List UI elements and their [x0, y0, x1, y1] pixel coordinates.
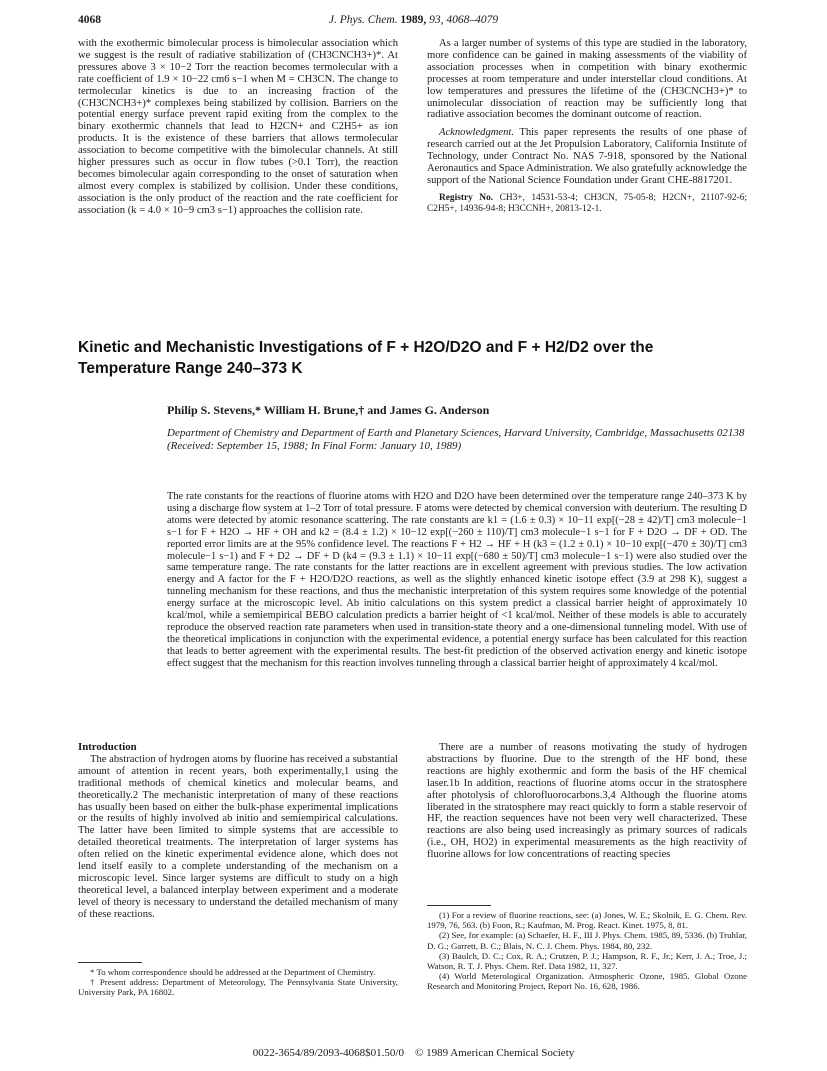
intro-paragraph-1: The abstraction of hydrogen atoms by fluorine has received a substantial amount of attention in recent years, both experimentally,1 using the traditional methods of chemical kinetics and molecular beams, and theoretically.2 The mechanistic interpretation of many of these reactions has usually been based on either the bulk-phase experimental implications or the results of highly involved ab initio and semiempirical calculations. The latter have been limited to simple systems that are accessible to detailed theoretical treatments. The interpretation of larger systems has often relied on the kinetic experimental evidence alone, which does not lend itself easily to a complete understanding of the mechanism on a microscopic level. Since larger systems are difficult to study on a high theoretical level, a balanced interplay between experiment and a moderate level of theory is necessary to understand the detailed mechanism of many of these reactions. — [78, 753, 398, 920]
acknowledgment-label: Acknowledgment. — [439, 127, 515, 139]
article-title: Kinetic and Mechanistic Investigations of F + H2O/D2O and F + H2/D2 over the Temperature Range 240–373 K — [78, 339, 654, 377]
article-abstract: The rate constants for the reactions of fluorine atoms with H2O and D2O have been determined over the temperature range 240–373 K by using a discharge flow system at 1–2 Torr of total pressure. F atoms were detected by chemical conversion with deuterium. The resulting D atoms were detected by atomic resonance scattering. The rate constants are k1 = (1.6 ± 0.3) × 10−11 exp[(−28 ± 42)/T] cm3 molecule−1 s−1 for F + H2O → HF + OH and k2 = (8.4 ± 1.2) × 10−12 exp[(−260 ± 110)/T] cm3 molecule−1 s−1 for F + D2O → DF + OD. The reported error limits are at the 95% confidence level. The reactions F + H2 → HF + H (k3 = (1.2 ± 0.1) × 10−10 exp[(−470 ± 30)/T] cm3 molecule−1 s−1) and F + D2 → DF + D (k4 = (9.3 ± 1.1) × 10−11 exp[(−680 ± 50)/T] cm3 molecule−1 s−1) were also studied over the same temperature range. The rate constants for the latter reactions are in excellent agreement with previous studies. The low activation energy and A factor for the F + H2O/D2O reactions, as well as the slightly enhanced kinetic isotope effect (3.9 at 298 K), suggest a tunneling mechanism for these reactions, and thus the mechanistic interpretation of this system requires some knowledge of the potential energy surface at the microscopic level. Ab initio calculations on this system predict a classical barrier height of approximately 10 kcal/mol, while a semiempirical BEBO calculation predicts a barrier height of <1 kcal/mol. Neither of these models is able to accurately reproduce the observed reaction rate parameters when used in transition-state theory and a one-dimensional tunneling model. With use of the theoretical implications in conjunction with the experimental evidence, a potential energy surface has been calculated for this reaction that leads to better agreement with the experimental results. The best-fit prediction of the observed activation energy and kinetic isotope effect suggest that the mechanism for this reaction involves tunneling through a classical barrier height of approximately 4 kcal/mol. — [167, 491, 747, 669]
prev-article-text: with the exothermic bimolecular process is bimolecular association which we suggest is the result of radiative stabilization of (CH3CNCH3+)*. At pressures above 3 × 10−2 Torr the reaction becomes termolecular with a rate coefficient of 1.9 × 10−22 cm6 s−1 when M = CH3CN. The change to termolecular kinetics is due to an increasing fraction of the (CH3CNCH3+)* complexes being stabilized by collision. Barriers on the potential energy surface prevent rapid exiting from the complex to the binary exothermic channels that lead to H2CN+ and C2H5+ as ion products. It is the existence of these barriers that allows termolecular association to become competitive with the bimolecular channels. At still higher pressures such as occur in flow tubes (>0.1 Torr), the reaction becomes bimolecular again corresponding to the onset of saturation when almost every complex is stabilized by collision. Under these conditions, association is the only product of the reaction and the rate coefficient for association (k = 4.0 × 10−9 cm3 s−1) approaches the collision rate. — [78, 38, 398, 216]
prev-article-left-column — [78, 38, 398, 217]
intro-right-column — [427, 742, 747, 861]
reference-item: (3) Baulch, D. C.; Cox, R. A.; Crutzen, P. J.; Hampson, R. F., Jr.; Kerr, J. A.; Troe, J.; Watson, R. T. J. Phys. Chem. Ref. Data 1982, 11, 327. — [427, 950, 747, 972]
references-rule — [427, 905, 491, 906]
acknowledgment — [427, 127, 747, 187]
intro-left-column — [78, 742, 398, 921]
acknowledgment-text: This paper represents the results of one phase of research carried out at the Jet Propulsion Laboratory, California Institute of Technology, under Contract No. NAS 7-918, sponsored by the National Aeronautics and Space Administration. We also gratefully acknowledge the support of the National Science Foundation under Grant CHE-8817201. — [427, 127, 747, 186]
registry-text: CH3+, 14531-53-4; CH3CN, 75-05-8; H2CN+, 21107-92-6; C2H5+, 14936-94-8; H3CCNH+, 20813-12-1. — [427, 192, 747, 214]
copyright: © 1989 American Chemical Society — [414, 1047, 575, 1059]
prev-article-right-column — [427, 38, 747, 215]
reference-item: (2) See, for example: (a) Schaefer, H. F., III J. Phys. Chem. 1985, 89, 5336. (b) Truhlar, D. G.; Garrett, B. C.; Blais, N. C. J. Chem. Phys. 1984, 80, 232. — [427, 930, 747, 951]
footnote-correspondence: * To whom correspondence should be addressed at the Department of Chemistry. — [90, 967, 376, 977]
page-number: 4068 — [78, 14, 101, 26]
page-footer — [0, 1047, 827, 1059]
registry-numbers — [427, 193, 747, 215]
registry-label: Registry No. — [439, 192, 494, 203]
footnote-present-address: † Present address: Department of Meteorology, The Pennsylvania State University, University Park, PA 16802. — [78, 977, 398, 998]
footnote-rule — [78, 962, 142, 963]
article-authors: Philip S. Stevens,* William H. Brune,† and James G. Anderson — [167, 403, 490, 417]
reference-item: (1) For a review of fluorine reactions, see: (a) Jones, W. E.; Skolnik, E. G. Chem. Rev. 1979, 76, 563. (b) Foon, R.; Kaufman, M. Prog. React. Kinet. 1975, 8, 81. — [427, 910, 747, 931]
references — [427, 910, 747, 992]
journal-header — [0, 14, 827, 26]
journal-year: 1989, — [400, 14, 427, 26]
prev-article-conclusion: As a larger number of systems of this type are studied in the laboratory, more confidence can be gained in making assessments of the viability of association processes when in competition with binary exothermic processes at room temperature and under interstellar cloud conditions. At low temperatures and pressures the lifetime of the (CH3CNCH3+)* to unimolecular dissociation of reaction may be sufficiently long that radiative association becomes the dominant outcome of reaction. — [427, 38, 747, 121]
journal-volume-pages: 93, 4068–4079 — [429, 14, 499, 26]
article-code: 0022-3654/89/2093-4068$01.50/0 — [252, 1047, 404, 1059]
intro-paragraph-2: There are a number of reasons motivating the study of hydrogen abstractions by fluorine. Due to the strength of the HF bond, these reactions are highly exothermic and form the basis of the HF chemical laser.1b In addition, reactions of fluorine atoms occur in the stratosphere after photolysis of chlorofluorocarbons.3,4 Although the fluorine atoms liberated in the stratosphere may react quickly to form a stable reservoir of HF, the reaction sequences have not been very well characterized. These reactions are also being used increasingly as primary sources of radicals (i.e., OH, HO2) in experimental measurements as the high reactivity of fluorine allows for low concentrations of reacting species — [427, 742, 747, 861]
journal-name: J. Phys. Chem. — [328, 14, 398, 26]
reference-item: (4) World Meterological Organization. Atmospheric Ozone, 1985. Global Ozone Research and Monitoring Project, Report No. 16, 628, 1986. — [427, 971, 747, 992]
section-heading-introduction: Introduction — [78, 741, 137, 753]
footnotes-left — [78, 967, 398, 998]
article-affiliation: Department of Chemistry and Department of Earth and Planetary Sciences, Harvard University, Cambridge, Massachusetts 02138 (Received: September 15, 1988; In Final Form: January 10, 1989) — [167, 427, 745, 452]
